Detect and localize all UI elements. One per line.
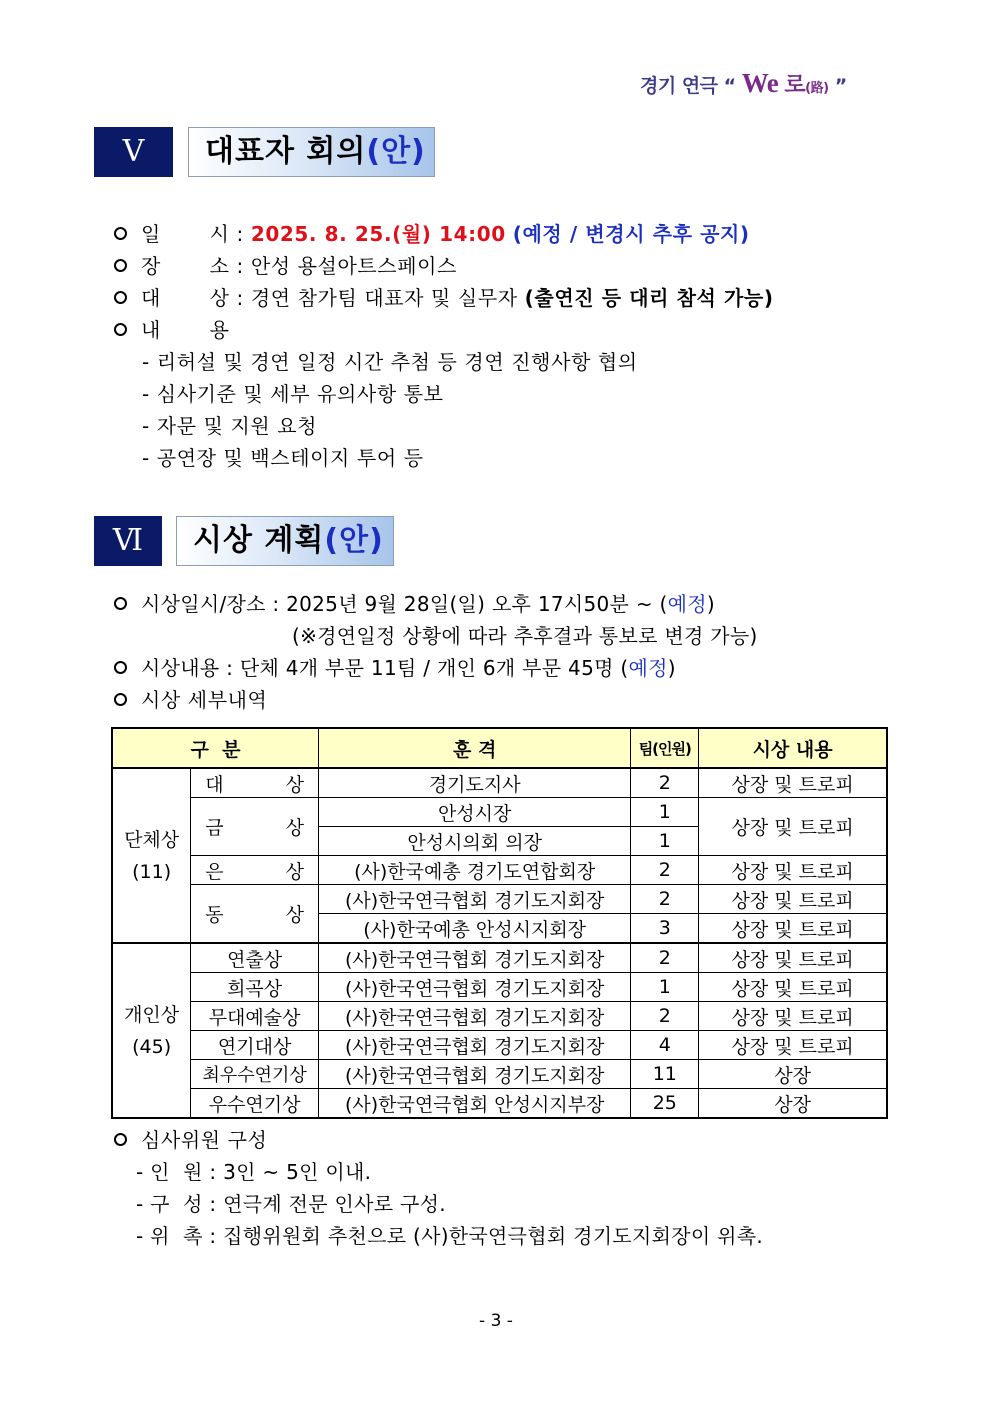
section5-title-suffix: (안) bbox=[366, 134, 426, 169]
header-ro: 로 bbox=[784, 73, 806, 98]
table-cell-prize: 상장 및 트로피 bbox=[699, 1031, 887, 1060]
award-char: 은 bbox=[205, 860, 224, 883]
section5-target-note: (출연진 등 대리 참석 가능) bbox=[524, 286, 774, 310]
section5-place-line bbox=[114, 250, 457, 279]
section6-number: Ⅵ bbox=[94, 516, 162, 566]
award-char: 상 bbox=[285, 817, 304, 839]
page-number: - 3 - bbox=[479, 1311, 513, 1331]
table-cell-award: 연출상 bbox=[191, 943, 319, 973]
section6-judges-item: - 구 성 : 연극계 전문 인사로 구성. bbox=[136, 1192, 446, 1216]
table-cell-by: (사)한국연극협회 경기도지회장 bbox=[318, 943, 630, 973]
section6-title-suffix: (안) bbox=[324, 523, 384, 558]
table-cell-award bbox=[191, 768, 319, 798]
table-cell-count: 2 bbox=[631, 856, 699, 885]
section5-date-value: 2025. 8. 25.(월) 14:00 bbox=[250, 222, 506, 246]
table-row bbox=[112, 885, 887, 914]
table-cell-count: 2 bbox=[631, 943, 699, 973]
section6-when-note: 예정 bbox=[667, 592, 707, 616]
table-cell-prize: 상장 및 트로피 bbox=[699, 914, 887, 944]
table-cell-prize: 상장 bbox=[699, 1060, 887, 1089]
award-char: 상 bbox=[285, 904, 304, 926]
table-cell-prize: 상장 bbox=[699, 1089, 887, 1119]
table-cell-award bbox=[191, 798, 319, 856]
table-cell-by: (사)한국연극협회 경기도지회장 bbox=[318, 885, 630, 914]
table-row bbox=[112, 1089, 887, 1119]
table-cell-award bbox=[191, 856, 319, 885]
circle-bullet-icon bbox=[114, 323, 127, 336]
table-cell-by: (사)한국예총 경기도연합회장 bbox=[318, 856, 630, 885]
table-cell-count: 25 bbox=[631, 1089, 699, 1119]
table-cell-prize: 상장 및 트로피 bbox=[699, 856, 887, 885]
table-cell-by: (사)한국연극협회 경기도지회장 bbox=[318, 1060, 630, 1089]
table-cell-prize: 상장 및 트로피 bbox=[699, 768, 887, 798]
section5-content-label: 내 용 bbox=[141, 318, 230, 342]
section6-award-close: ) bbox=[667, 656, 676, 680]
table-row bbox=[112, 768, 887, 798]
section6-judges-item: - 위 촉 : 집행위원회 추천으로 (사)한국연극협회 경기도지회장이 위촉. bbox=[136, 1224, 764, 1248]
section6-when-sub: (※경연일정 상황에 따라 추후결과 통보로 변경 가능) bbox=[292, 624, 758, 648]
table-cell-count: 1 bbox=[631, 798, 699, 827]
table-row bbox=[112, 1060, 887, 1089]
circle-bullet-icon bbox=[114, 661, 127, 674]
section6-award-line bbox=[114, 652, 676, 681]
section5-target-line bbox=[114, 282, 774, 311]
table-cell-prize: 상장 및 트로피 bbox=[699, 943, 887, 973]
section6-title bbox=[176, 516, 394, 566]
table-cell-by: (사)한국예총 안성시지회장 bbox=[318, 914, 630, 944]
table-row bbox=[112, 943, 887, 973]
table-cell-count: 2 bbox=[631, 1002, 699, 1031]
circle-bullet-icon bbox=[114, 693, 127, 706]
section6-judges-label: 심사위원 구성 bbox=[141, 1128, 268, 1152]
section5-date-label: 일 시 : bbox=[141, 222, 244, 246]
section5-number: Ⅴ bbox=[94, 127, 173, 177]
table-cell-count: 11 bbox=[631, 1060, 699, 1089]
section5-content-item: - 리허설 및 경연 일정 시간 추첨 등 경연 진행사항 협의 bbox=[142, 350, 638, 374]
award-char: 상 bbox=[285, 860, 304, 883]
table-row bbox=[112, 798, 887, 827]
table-cell-by: (사)한국연극협회 경기도지회장 bbox=[318, 1031, 630, 1060]
table-cell-count: 1 bbox=[631, 827, 699, 856]
table-row bbox=[112, 856, 887, 885]
table-group-indiv-count: (45) bbox=[132, 1035, 172, 1058]
header-open-quote: “ bbox=[723, 75, 736, 97]
table-cell-by: (사)한국연극협회 안성시지부장 bbox=[318, 1089, 630, 1119]
table-cell-prize: 상장 및 트로피 bbox=[699, 1002, 887, 1031]
section5-title bbox=[188, 127, 435, 177]
award-char: 동 bbox=[205, 904, 224, 926]
table-cell-award: 연기대상 bbox=[191, 1031, 319, 1060]
table-group-indiv-label: 개인상 bbox=[124, 1003, 180, 1026]
section6-judges-item: - 인 원 : 3인 ~ 5인 이내. bbox=[136, 1160, 372, 1184]
section6-award-text: 시상내용 : 단체 4개 부문 11팀 / 개인 6개 부문 45명 ( bbox=[141, 656, 629, 680]
table-header-row bbox=[112, 728, 887, 768]
table-cell-prize: 상장 및 트로피 bbox=[699, 885, 887, 914]
header-prefix: 경기 연극 bbox=[640, 75, 718, 97]
table-cell-count: 1 bbox=[631, 973, 699, 1002]
section5-place-label: 장 소 : bbox=[141, 254, 244, 278]
table-row bbox=[112, 973, 887, 1002]
table-group-team bbox=[112, 768, 191, 943]
section5-content-line bbox=[114, 314, 230, 343]
circle-bullet-icon bbox=[114, 227, 127, 240]
table-header-prize: 시상 내용 bbox=[699, 728, 887, 768]
section5-target-label: 대 상 : bbox=[141, 286, 244, 310]
section6-when-line bbox=[114, 588, 715, 617]
section6-detail-line bbox=[114, 684, 267, 713]
section6-when-close: ) bbox=[706, 592, 716, 616]
table-cell-count: 2 bbox=[631, 768, 699, 798]
table-cell-prize: 상장 및 트로피 bbox=[699, 973, 887, 1002]
table-header-category: 구 분 bbox=[112, 728, 318, 768]
table-header-title: 훈 격 bbox=[318, 728, 630, 768]
award-char: 상 bbox=[285, 773, 304, 796]
table-row bbox=[112, 1031, 887, 1060]
header-brand bbox=[640, 68, 847, 99]
table-header-count: 팀(인원) bbox=[631, 728, 699, 768]
section6-judges-line bbox=[114, 1124, 267, 1153]
table-row bbox=[112, 1002, 887, 1031]
table-cell-award: 최우수연기상 bbox=[191, 1060, 319, 1089]
section5-date-note: (예정 / 변경시 추후 공지) bbox=[512, 222, 750, 246]
table-cell-count: 4 bbox=[631, 1031, 699, 1060]
award-char: 금 bbox=[205, 817, 224, 839]
section6-title-text: 시상 계획 bbox=[193, 523, 325, 558]
header-close-quote: ” bbox=[834, 75, 847, 97]
section6-detail-label: 시상 세부내역 bbox=[141, 688, 268, 712]
section5-date-line bbox=[114, 218, 750, 247]
header-we: We bbox=[741, 68, 779, 98]
circle-bullet-icon bbox=[114, 597, 127, 610]
award-char: 대 bbox=[205, 773, 224, 796]
section6-when-text: 시상일시/장소 : 2025년 9월 28일(일) 오후 17시50분 ~ ( bbox=[141, 592, 668, 616]
circle-bullet-icon bbox=[114, 1133, 127, 1146]
section5-place-value: 안성 용설아트스페이스 bbox=[250, 254, 457, 278]
table-group-indiv bbox=[112, 943, 191, 1118]
table-cell-by: 경기도지사 bbox=[318, 768, 630, 798]
table-group-team-label: 단체상 bbox=[124, 828, 180, 851]
table-cell-by: (사)한국연극협회 경기도지회장 bbox=[318, 973, 630, 1002]
section5-content-item: - 공연장 및 백스테이지 투어 등 bbox=[142, 446, 424, 470]
table-cell-count: 3 bbox=[631, 914, 699, 944]
table-cell-count: 2 bbox=[631, 885, 699, 914]
table-group-team-count: (11) bbox=[132, 860, 172, 883]
table-cell-by: 안성시의회 의장 bbox=[318, 827, 630, 856]
table-cell-by: 안성시장 bbox=[318, 798, 630, 827]
section6-award-note: 예정 bbox=[628, 656, 668, 680]
section5-content-item: - 심사기준 및 세부 유의사항 통보 bbox=[142, 382, 444, 406]
section5-content-item: - 자문 및 지원 요청 bbox=[142, 414, 318, 438]
section5-target-value: 경연 참가팀 대표자 및 실무자 bbox=[250, 286, 518, 310]
table-cell-award: 무대예술상 bbox=[191, 1002, 319, 1031]
table-cell-prize: 상장 및 트로피 bbox=[699, 798, 887, 856]
header-hanja: (路) bbox=[805, 81, 829, 96]
circle-bullet-icon bbox=[114, 291, 127, 304]
circle-bullet-icon bbox=[114, 259, 127, 272]
award-table bbox=[111, 727, 888, 1119]
table-cell-award: 희곡상 bbox=[191, 973, 319, 1002]
table-cell-by: (사)한국연극협회 경기도지회장 bbox=[318, 1002, 630, 1031]
section5-title-text: 대표자 회의 bbox=[205, 134, 367, 169]
table-cell-award bbox=[191, 885, 319, 944]
table-cell-award: 우수연기상 bbox=[191, 1089, 319, 1119]
